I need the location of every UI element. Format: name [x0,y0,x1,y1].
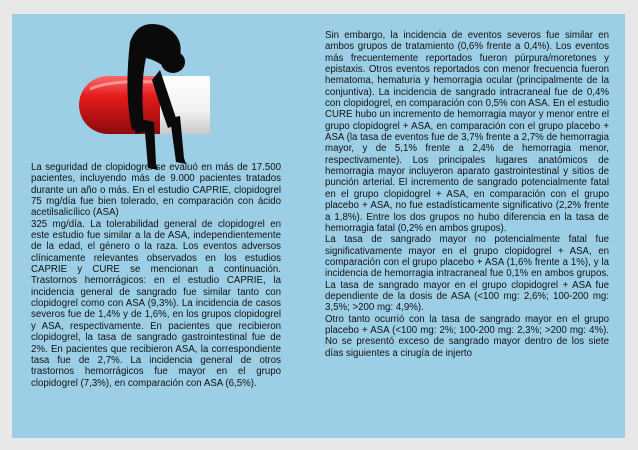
document-page [12,14,625,438]
text-column-left [31,162,281,389]
paragraph: La tasa de sangrado mayor no potencialmente fatal fue significativamente mayor en el grupo clopidogrel + ASA, en comparación con el grupo placebo + ASA (1,6% frente a 1%), y la incidencia de hemorragia intracraneal fue 0,1% en ambos grupos. La tasa de sangrado mayor en el grupo clopidogrel + ASA fue dependiente de la dosis de ASA (<100 mg: 2,6%; 100-200 mg: 3,5%; >200 mg: 4,9%). [325,234,609,314]
paragraph: La seguridad de clopidogrel se evaluó en más de 17.500 pacientes, incluyendo más de 9.000 pacientes tratados durante un año o más. En el estudio CAPRIE, clopidogrel 75 mg/día fue bien tolerado, en comparación con ácido acetilsalicílico (ASA) [31,162,281,219]
paragraph: Sin embargo, la incidencia de eventos severos fue similar en ambos grupos de tratamiento (0,6% frente a 0,4%). Los eventos más frecuentemente reportados fueron púrpura/moretones y epistaxis. Otros eventos reportados con menor frecuencia fueron hematoma, hematuria y hemorragia ocular (principalmente de la conjuntiva). La incidencia de sangrado intracraneal fue de 0,4% con clopidogrel, en comparación con 0,5% con ASA. En el estudio CURE hubo un incremento de hemorragia mayor y menor entre el grupo clopidogrel + ASA, en comparación con el grupo placebo + ASA (la tasa de eventos fue de 3,7% frente a 2,7% de hemorragia mayor, y de 5,1% frente a 2,4% de hemorragia menor, respectivamente). Los principales lugares anatómicos de hemorragia mayor incluyeron aparato gastrointestinal y sitios de punción arterial. El incremento de sangrado potencialmente fatal en el grupo clopidogrel + ASA, en comparación con el grupo placebo + ASA, no fue estadísticamente significativo (2,2% frente a 1,8%). Entre los dos grupos no hubo diferencia en la tasa de hemorragia fatal (0,2% en ambos grupos). [325,30,609,234]
paragraph: Otro tanto ocurrió con la tasa de sangrado mayor en el grupo placebo + ASA (<100 mg: 2%; 100-200 mg: 2,3%; >200 mg: 4%). No se presentó exceso de sangrado mayor dentro de los siete días siguientes a cirugía de injerto [325,313,609,359]
capsule-with-figure-icon [60,14,210,172]
text-column-right [325,30,609,359]
paragraph: 325 mg/día. La tolerabilidad general de clopidogrel en este estudio fue similar a la de ASA, independientemente de la edad, el género o la raza. Los eventos adversos clínicamente relevantes observados en los estudios CAPRIE y CURE se mencionan a continuación. Trastornos hemorrágicos: en el estudio CAPRIE, la incidencia general de sangrado fue similar tanto con clopidogrel como con ASA (9,3%). La incidencia de casos severos fue de 1,4% y de 1,6%, en los grupos clopidogrel y ASA, respectivamente. En pacientes que recibieron clopidogrel, la tasa de sangrado gastrointestinal fue de 2%. En pacientes que recibieron ASA, la correspondiente tasa fue de 2,7%. La incidencia general de otros trastornos hemorrágicos fue mayor en el grupo clopidogrel (7,3%), en comparación con ASA (6,5%). [31,218,281,389]
